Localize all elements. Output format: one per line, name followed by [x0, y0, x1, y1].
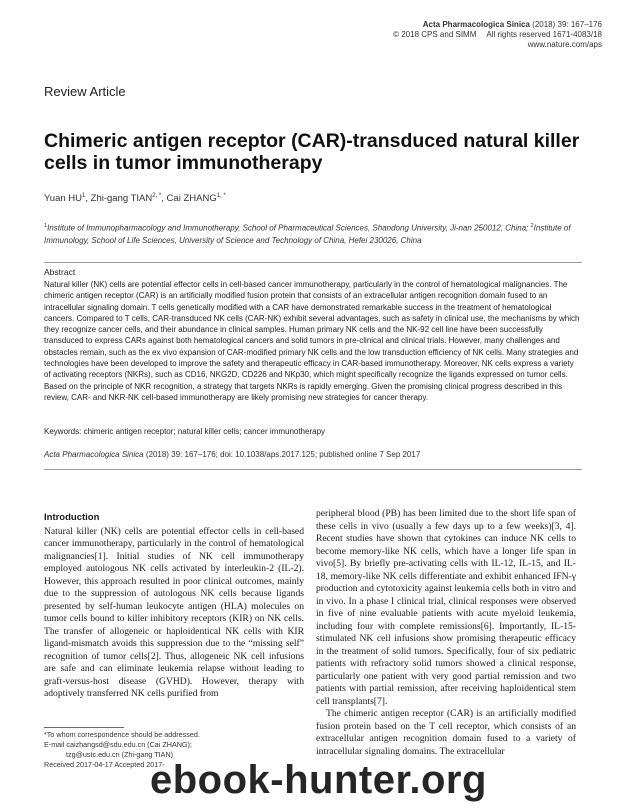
intro-heading: Introduction [44, 512, 100, 523]
footnote-email[interactable]: tzg@ustc.edu.cn (Zhi-gang TIAN) [66, 750, 174, 759]
abstract-section [44, 262, 582, 403]
affiliation-sup: 2 [530, 223, 534, 229]
copyright: © 2018 CPS and SIMM [393, 30, 477, 39]
section-label: Review Article [44, 84, 126, 99]
body-paragraph: Natural killer (NK) cells are potential effector cells in cell-based cancer immunotherapy, particularly in the control of hematological malignancies[1]. Initial studies of NK cell immunotherapy employed autologous NK cells activated by interleukin-2 (IL-2). However, this approach resulted in poor clinical outcomes, mainly due to the suppression of autologous NK cells because ligands presented by self-human leukocyte antigen (HLA) molecules on tumor cells bound to killer inhibitory receptors (KIR) on NK cells. The transfer of allogeneic or haploidentical NK cells with KIR ligand-mismatch avoids this suppression due to the “missing self” recognition of tumor cells[2]. Thus, allogeneic NK cell infusions are safe and can eliminate leukemia relapse without leading to graft-versus-host disease (GVHD). However, therapy with adoptively transferred NK cells purified from [44, 525, 304, 699]
body-paragraph: peripheral blood (PB) has been limited due to the short life span of these cells in vivo (usually a few days up to a few weeks)[3, 4]. Recent studies have shown that cytokines can induce NK cells to become memory-like NK cells, which have a longer life span in vivo[5]. By briefly pre-activating cells with IL-12, IL-15, and IL-18, memory-like NK cells differentiate and exhibit enhanced IFN-γ production and cytotoxicity against leukemia cells both in vitro and in vivo. In a phase I clinical trial, clinical responses were observed in five of nine evaluable patients with acute myeloid leukemia, including four with complete remissions[6]. Importantly, IL-15-stimulated NK cell infusions show promising therapeutic efficacy in the treatment of solid tumors. Specifically, four of six pediatric patients with refractory solid tumors showed a clinical response, particularly one patient with very good partial remission and two patients with partial remission, after receiving haploidentical stem cell transplants[7]. [316, 508, 576, 707]
footnote-email[interactable]: E-mail caizhangsd@sdu.edu.cn (Cai ZHANG); [44, 740, 192, 749]
affiliation: Institute of Immunology, School of Life Sciences, University of Science and Technology of China, Hefei 230026, China [44, 223, 571, 245]
author-name: , Zhi-gang TIAN [85, 193, 153, 205]
citation-rest: (2018) 39: 167–176; doi: 10.1038/aps.2017.125; published online 7 Sep 2017 [143, 450, 421, 459]
abstract-label: Abstract [44, 262, 582, 277]
journal-citation: (2018) 39: 167–176 [529, 20, 602, 29]
keywords-label: Keywords: [44, 427, 82, 436]
author-sup: 1 [82, 193, 86, 199]
author-name: Yuan HU [44, 193, 83, 205]
journal-url[interactable]: www.nature.com/aps [527, 40, 602, 49]
abstract-text: Natural killer (NK) cells are potential effector cells in cell-based cancer immunotherapy, particularly in the control of hematological malignancies. The chimeric antigen receptor (CAR) is an artificially modified fusion protein that consists of an extracellular antigen recognition domain fused to an intracellular signaling domain. T cells genetically modified with a CAR have demonstrated remarkable success in the treatment of hematological cancers. Compared to T cells, CAR-transduced NK cells (CAR-NK) exhibit several advantages, such as safety in clinical use, the mechanisms by which they recognize cancer cells, and their abundance in clinical samples. Human primary NK cells and the NK-92 cell line have been successfully transduced to express CARs against both hematological cancers and solid tumors in pre-clinical and clinical trials. However, many challenges and obstacles remain, such as the ex vivo expansion of CAR-modified primary NK cells and the low transduction efficiency of NK cells. Many strategies and technologies have been developed to improve the safety and therapeutic efficacy in CAR-based immunotherapy. Moreover, NK cells express a variety of activating receptors (NKRs), such as CD16, NKG2D, CD226 and NKp30, which might specifically recognize the ligands expressed on tumor cells. Based on the principle of NKR recognition, a strategy that targets NKRs is rapidly emerging. Given the promising clinical progress described in this review, CAR- and NKR-NK cell-based immunotherapy are likely promising new strategies for cancer therapy. [44, 280, 580, 402]
journal-name: Acta Pharmacologica Sinica [422, 20, 530, 29]
body-column-right [316, 508, 576, 758]
footnote-line: Received 2017-04-17 Accepted 2017- [44, 760, 165, 769]
journal-header [393, 20, 602, 50]
article-title: Chimeric antigen receptor (CAR)-transduced natural killer cells in tumor immunotherapy [44, 130, 580, 174]
watermark: ebook-hunter.org [150, 758, 487, 802]
citation-journal: Acta Pharmacologica Sinica [44, 450, 144, 459]
affiliations [44, 220, 584, 247]
author-sup: 1, * [216, 193, 226, 199]
divider [44, 469, 582, 470]
author-name: , Cai ZHANG [161, 193, 217, 205]
keywords [44, 427, 325, 436]
author-list [44, 193, 226, 204]
footnote-line: *To whom correspondence should be addressed. [44, 730, 200, 739]
affiliation: Institute of Immunopharmacology and Immunotherapy, School of Pharmaceutical Sciences, Shandong University, Ji-nan 250012, China; [47, 223, 531, 233]
rights: All rights reserved 1671-4083/18 [486, 30, 602, 39]
affiliation-sup: 1 [44, 223, 48, 229]
footnote-divider [44, 727, 124, 728]
body-column-left [44, 512, 304, 701]
author-sup: 2, * [152, 193, 162, 199]
body-paragraph: The chimeric antigen receptor (CAR) is an artificially modified fusion protein based on the T cell receptor, which consists of an extracellular antigen recognition domain fused to a variety of intracellular signaling domains. The extracellular [316, 708, 576, 757]
citation-line [44, 450, 420, 459]
keywords-text: chimeric antigen receptor; natural killer cells; cancer immunotherapy [81, 427, 326, 436]
